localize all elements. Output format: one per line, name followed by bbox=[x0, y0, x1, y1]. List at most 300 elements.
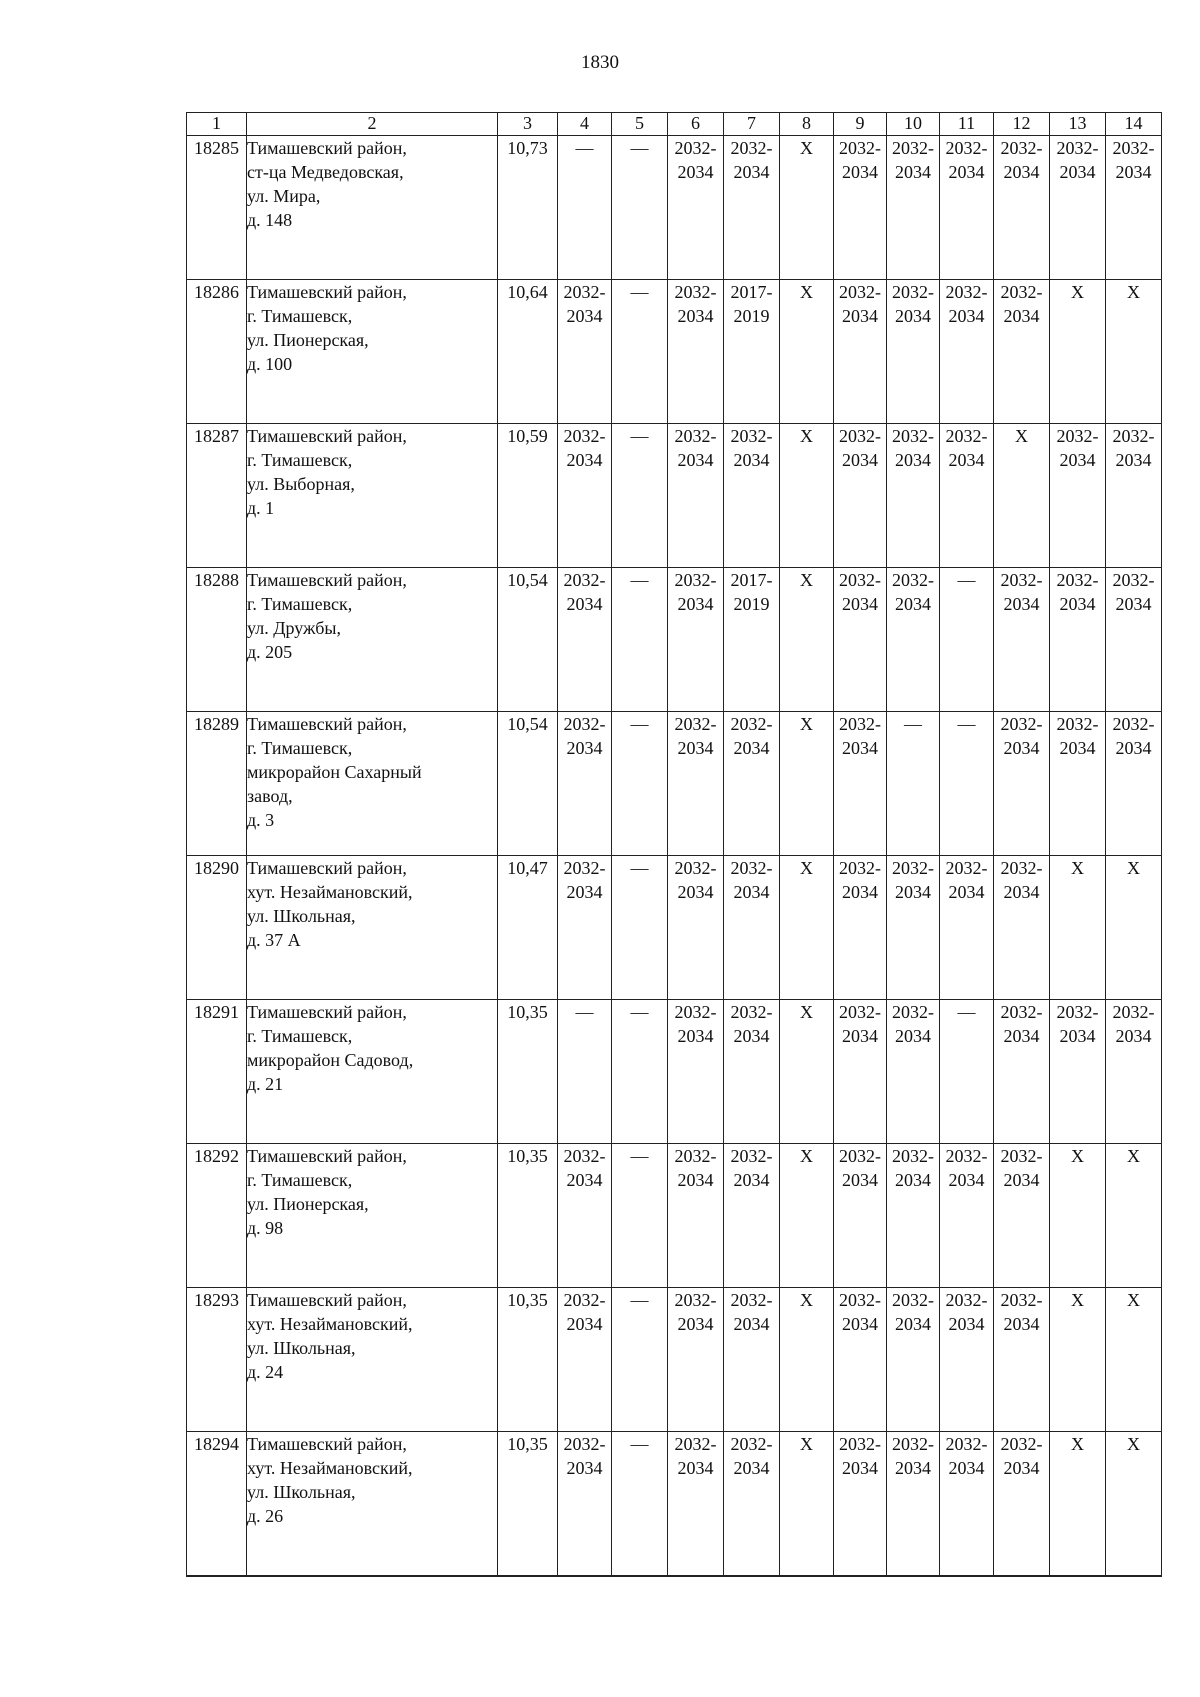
period-cell-col-4 bbox=[558, 1000, 612, 1144]
address-line: д. 205 bbox=[247, 642, 293, 662]
cell-line: 2032- bbox=[674, 138, 717, 158]
period-cell-col-5 bbox=[612, 1144, 668, 1288]
cell-line: — bbox=[957, 570, 976, 590]
period-cell-col-6 bbox=[668, 1144, 724, 1288]
value-cell: 10,54 bbox=[498, 712, 558, 856]
period-cell-col-5 bbox=[612, 1432, 668, 1576]
row-number: 18293 bbox=[187, 1288, 247, 1432]
cell-line: 2032- bbox=[945, 858, 988, 878]
table-row bbox=[187, 1144, 1162, 1288]
cell-line: 2034 bbox=[895, 306, 931, 326]
cell-line: 2032- bbox=[839, 714, 881, 734]
period-cell-col-6 bbox=[668, 712, 724, 856]
cell-line: 2034 bbox=[842, 738, 878, 758]
period-cell-col-13 bbox=[1050, 568, 1106, 712]
cell-line: X bbox=[800, 1002, 813, 1022]
cell-line: X bbox=[1071, 1434, 1084, 1454]
cell-line: — bbox=[630, 1002, 649, 1022]
cell-line: 2032- bbox=[674, 282, 717, 302]
period-cell-col-11 bbox=[940, 568, 994, 712]
cell-line: — bbox=[630, 858, 649, 878]
row-number: 18292 bbox=[187, 1144, 247, 1288]
cell-line: 2034 bbox=[677, 1170, 714, 1190]
cell-line: 2032- bbox=[945, 282, 988, 302]
cell-line: 2032- bbox=[1000, 1290, 1043, 1310]
cell-line: 2034 bbox=[895, 882, 931, 902]
row-number: 18291 bbox=[187, 1000, 247, 1144]
address-line: хут. Незаймановский, bbox=[247, 882, 413, 902]
address-line: ул. Пионерская, bbox=[247, 1194, 369, 1214]
period-cell-col-11 bbox=[940, 1144, 994, 1288]
cell-line: 2034 bbox=[733, 450, 770, 470]
cell-line: 2034 bbox=[842, 450, 878, 470]
address-cell bbox=[247, 1000, 498, 1144]
cell-line: 2034 bbox=[733, 1458, 770, 1478]
cell-line: 2034 bbox=[677, 882, 714, 902]
period-cell-col-14 bbox=[1106, 1432, 1162, 1576]
cell-line: 2034 bbox=[948, 1314, 985, 1334]
address-line: Тимашевский район, bbox=[247, 858, 407, 878]
cell-line: 2034 bbox=[677, 450, 714, 470]
cell-line: 2032- bbox=[730, 1434, 773, 1454]
cell-line: 2034 bbox=[1115, 1026, 1152, 1046]
cell-line: 2034 bbox=[948, 1170, 985, 1190]
period-cell-col-12 bbox=[994, 424, 1050, 568]
cell-line: 2032- bbox=[1056, 1002, 1099, 1022]
period-cell-col-9 bbox=[834, 1432, 887, 1576]
cell-line: 2034 bbox=[677, 594, 714, 614]
value-cell: 10,35 bbox=[498, 1144, 558, 1288]
column-header-14: 14 bbox=[1106, 113, 1162, 136]
cell-line: — bbox=[630, 138, 649, 158]
period-cell-col-6 bbox=[668, 1432, 724, 1576]
cell-line: 2032- bbox=[1000, 1434, 1043, 1454]
period-cell-col-4 bbox=[558, 712, 612, 856]
period-cell-col-10 bbox=[887, 856, 940, 1000]
address-line: ул. Школьная, bbox=[247, 1338, 356, 1358]
period-cell-col-7 bbox=[724, 280, 780, 424]
value-cell: 10,64 bbox=[498, 280, 558, 424]
period-cell-col-13 bbox=[1050, 1288, 1106, 1432]
address-line: д. 3 bbox=[247, 810, 275, 830]
period-cell-col-8 bbox=[780, 1432, 834, 1576]
value-cell: 10,47 bbox=[498, 856, 558, 1000]
cell-line: 2034 bbox=[842, 306, 878, 326]
housing-registry-table bbox=[186, 112, 1162, 1577]
cell-line: 2032- bbox=[945, 138, 988, 158]
cell-line: X bbox=[1071, 282, 1084, 302]
period-cell-col-12 bbox=[994, 856, 1050, 1000]
cell-line: 2032- bbox=[839, 1434, 881, 1454]
table-row bbox=[187, 424, 1162, 568]
cell-line: 2034 bbox=[948, 162, 985, 182]
cell-line: 2032- bbox=[1000, 1002, 1043, 1022]
cell-line: X bbox=[1071, 1146, 1084, 1166]
address-line: д. 98 bbox=[247, 1218, 284, 1238]
cell-line: 2034 bbox=[895, 594, 931, 614]
column-header-2: 2 bbox=[247, 113, 498, 136]
period-cell-col-4 bbox=[558, 424, 612, 568]
period-cell-col-13 bbox=[1050, 280, 1106, 424]
page-number: 1830 bbox=[581, 52, 619, 73]
cell-line: 2032- bbox=[563, 426, 606, 446]
value-cell: 10,73 bbox=[498, 136, 558, 280]
cell-line: 2032- bbox=[674, 570, 717, 590]
period-cell-col-7 bbox=[724, 856, 780, 1000]
period-cell-col-10 bbox=[887, 1288, 940, 1432]
period-cell-col-7 bbox=[724, 568, 780, 712]
address-line: Тимашевский район, bbox=[247, 570, 407, 590]
cell-line: 2034 bbox=[1003, 1458, 1040, 1478]
period-cell-col-7 bbox=[724, 1000, 780, 1144]
cell-line: 2034 bbox=[733, 882, 770, 902]
period-cell-col-5 bbox=[612, 424, 668, 568]
column-header-11: 11 bbox=[940, 113, 994, 136]
column-header-10: 10 bbox=[887, 113, 940, 136]
cell-line: 2034 bbox=[895, 1314, 931, 1334]
address-cell bbox=[247, 856, 498, 1000]
address-line: г. Тимашевск, bbox=[247, 1026, 353, 1046]
row-number: 18289 bbox=[187, 712, 247, 856]
period-cell-col-7 bbox=[724, 424, 780, 568]
table-row bbox=[187, 1432, 1162, 1576]
cell-line: 2032- bbox=[1056, 714, 1099, 734]
address-line: г. Тимашевск, bbox=[247, 306, 353, 326]
table-row bbox=[187, 1000, 1162, 1144]
cell-line: 2034 bbox=[677, 738, 714, 758]
cell-line: 2034 bbox=[1003, 162, 1040, 182]
cell-line: 2032- bbox=[1056, 570, 1099, 590]
cell-line: 2034 bbox=[1003, 1314, 1040, 1334]
cell-line: 2034 bbox=[1003, 882, 1040, 902]
cell-line: 2034 bbox=[566, 594, 603, 614]
cell-line: 2034 bbox=[1059, 162, 1096, 182]
cell-line: 2032- bbox=[563, 570, 606, 590]
address-line: ул. Пионерская, bbox=[247, 330, 369, 350]
cell-line: 2032- bbox=[730, 1002, 773, 1022]
cell-line: 2032- bbox=[730, 138, 773, 158]
period-cell-col-11 bbox=[940, 1288, 994, 1432]
period-cell-col-5 bbox=[612, 1288, 668, 1432]
address-line: Тимашевский район, bbox=[247, 1434, 407, 1454]
cell-line: — bbox=[630, 1290, 649, 1310]
cell-line: — bbox=[630, 1434, 649, 1454]
cell-line: 2032- bbox=[1112, 138, 1155, 158]
period-cell-col-10 bbox=[887, 1144, 940, 1288]
cell-line: 2034 bbox=[842, 1026, 878, 1046]
period-cell-col-12 bbox=[994, 1000, 1050, 1144]
period-cell-col-9 bbox=[834, 424, 887, 568]
period-cell-col-14 bbox=[1106, 136, 1162, 280]
cell-line: 2032- bbox=[1112, 426, 1155, 446]
period-cell-col-7 bbox=[724, 136, 780, 280]
table-row bbox=[187, 280, 1162, 424]
period-cell-col-9 bbox=[834, 1288, 887, 1432]
cell-line: 2032- bbox=[945, 1290, 988, 1310]
cell-line: 2032- bbox=[892, 138, 934, 158]
period-cell-col-13 bbox=[1050, 136, 1106, 280]
cell-line: — bbox=[630, 714, 649, 734]
cell-line: 2034 bbox=[1059, 738, 1096, 758]
cell-line: 2032- bbox=[674, 1434, 717, 1454]
period-cell-col-4 bbox=[558, 136, 612, 280]
address-line: Тимашевский район, bbox=[247, 138, 407, 158]
cell-line: 2032- bbox=[1000, 858, 1043, 878]
cell-line: 2034 bbox=[733, 1026, 770, 1046]
cell-line: 2032- bbox=[945, 426, 988, 446]
cell-line: — bbox=[957, 1002, 976, 1022]
period-cell-col-5 bbox=[612, 136, 668, 280]
cell-line: 2034 bbox=[895, 1458, 931, 1478]
address-line: Тимашевский район, bbox=[247, 1146, 407, 1166]
address-line: г. Тимашевск, bbox=[247, 450, 353, 470]
period-cell-col-11 bbox=[940, 712, 994, 856]
address-line: ул. Выборная, bbox=[247, 474, 355, 494]
row-number: 18285 bbox=[187, 136, 247, 280]
address-cell bbox=[247, 1288, 498, 1432]
cell-line: 2032- bbox=[839, 1146, 881, 1166]
cell-line: 2034 bbox=[1115, 738, 1152, 758]
cell-line: 2034 bbox=[1003, 738, 1040, 758]
cell-line: X bbox=[800, 1290, 813, 1310]
address-line: Тимашевский район, bbox=[247, 714, 407, 734]
address-line: д. 148 bbox=[247, 210, 293, 230]
row-number: 18286 bbox=[187, 280, 247, 424]
cell-line: 2032- bbox=[1000, 282, 1043, 302]
column-header-12: 12 bbox=[994, 113, 1050, 136]
period-cell-col-10 bbox=[887, 1432, 940, 1576]
cell-line: 2034 bbox=[948, 450, 985, 470]
row-number: 18288 bbox=[187, 568, 247, 712]
cell-line: X bbox=[800, 282, 813, 302]
table-body bbox=[187, 136, 1162, 1576]
cell-line: 2032- bbox=[563, 282, 606, 302]
cell-line: 2032- bbox=[674, 1146, 717, 1166]
address-cell bbox=[247, 280, 498, 424]
table-row bbox=[187, 712, 1162, 856]
period-cell-col-9 bbox=[834, 136, 887, 280]
period-cell-col-12 bbox=[994, 280, 1050, 424]
period-cell-col-8 bbox=[780, 1000, 834, 1144]
cell-line: X bbox=[1127, 1290, 1140, 1310]
table-row bbox=[187, 1288, 1162, 1432]
address-cell bbox=[247, 136, 498, 280]
column-header-13: 13 bbox=[1050, 113, 1106, 136]
period-cell-col-7 bbox=[724, 712, 780, 856]
cell-line: X bbox=[800, 426, 813, 446]
address-line: д. 37 А bbox=[247, 930, 301, 950]
period-cell-col-14 bbox=[1106, 280, 1162, 424]
column-header-1: 1 bbox=[187, 113, 247, 136]
column-header-3: 3 bbox=[498, 113, 558, 136]
cell-line: 2034 bbox=[566, 738, 603, 758]
cell-line: 2032- bbox=[563, 1146, 606, 1166]
period-cell-col-12 bbox=[994, 1144, 1050, 1288]
cell-line: X bbox=[1071, 1290, 1084, 1310]
period-cell-col-6 bbox=[668, 856, 724, 1000]
cell-line: — bbox=[575, 138, 594, 158]
cell-line: X bbox=[800, 138, 813, 158]
period-cell-col-8 bbox=[780, 712, 834, 856]
cell-line: 2034 bbox=[842, 162, 878, 182]
column-header-4: 4 bbox=[558, 113, 612, 136]
cell-line: 2017- bbox=[730, 570, 773, 590]
cell-line: 2034 bbox=[677, 1314, 714, 1334]
address-cell bbox=[247, 1432, 498, 1576]
period-cell-col-9 bbox=[834, 856, 887, 1000]
period-cell-col-12 bbox=[994, 568, 1050, 712]
period-cell-col-11 bbox=[940, 280, 994, 424]
period-cell-col-10 bbox=[887, 280, 940, 424]
table-row bbox=[187, 136, 1162, 280]
address-line: ул. Дружбы, bbox=[247, 618, 341, 638]
period-cell-col-8 bbox=[780, 856, 834, 1000]
cell-line: — bbox=[630, 1146, 649, 1166]
period-cell-col-12 bbox=[994, 1288, 1050, 1432]
period-cell-col-9 bbox=[834, 712, 887, 856]
cell-line: 2032- bbox=[674, 1290, 717, 1310]
cell-line: 2032- bbox=[563, 714, 606, 734]
cell-line: X bbox=[800, 858, 813, 878]
period-cell-col-14 bbox=[1106, 568, 1162, 712]
cell-line: 2032- bbox=[839, 858, 881, 878]
period-cell-col-14 bbox=[1106, 712, 1162, 856]
cell-line: 2034 bbox=[677, 162, 714, 182]
cell-line: 2034 bbox=[842, 882, 878, 902]
cell-line: 2034 bbox=[895, 1026, 931, 1046]
address-line: д. 24 bbox=[247, 1362, 284, 1382]
cell-line: 2032- bbox=[945, 1146, 988, 1166]
value-cell: 10,35 bbox=[498, 1288, 558, 1432]
cell-line: 2034 bbox=[677, 1026, 714, 1046]
cell-line: 2032- bbox=[1112, 714, 1155, 734]
period-cell-col-6 bbox=[668, 1000, 724, 1144]
period-cell-col-5 bbox=[612, 712, 668, 856]
period-cell-col-8 bbox=[780, 1144, 834, 1288]
period-cell-col-6 bbox=[668, 136, 724, 280]
cell-line: X bbox=[1127, 1434, 1140, 1454]
cell-line: 2032- bbox=[1056, 138, 1099, 158]
period-cell-col-12 bbox=[994, 1432, 1050, 1576]
cell-line: — bbox=[630, 426, 649, 446]
address-line: д. 26 bbox=[247, 1506, 284, 1526]
value-cell: 10,35 bbox=[498, 1432, 558, 1576]
cell-line: 2034 bbox=[566, 882, 603, 902]
cell-line: 2034 bbox=[1003, 594, 1040, 614]
period-cell-col-8 bbox=[780, 136, 834, 280]
address-line: г. Тимашевск, bbox=[247, 738, 353, 758]
cell-line: 2034 bbox=[1059, 594, 1096, 614]
address-line: д. 21 bbox=[247, 1074, 284, 1094]
period-cell-col-8 bbox=[780, 424, 834, 568]
address-line: Тимашевский район, bbox=[247, 1002, 407, 1022]
cell-line: 2032- bbox=[674, 714, 717, 734]
cell-line: X bbox=[1015, 426, 1028, 446]
period-cell-col-11 bbox=[940, 1432, 994, 1576]
period-cell-col-10 bbox=[887, 1000, 940, 1144]
cell-line: 2034 bbox=[842, 1170, 878, 1190]
period-cell-col-8 bbox=[780, 1288, 834, 1432]
period-cell-col-9 bbox=[834, 280, 887, 424]
cell-line: 2034 bbox=[1059, 450, 1096, 470]
cell-line: 2032- bbox=[1000, 138, 1043, 158]
value-cell: 10,54 bbox=[498, 568, 558, 712]
period-cell-col-7 bbox=[724, 1432, 780, 1576]
address-line: ул. Мира, bbox=[247, 186, 321, 206]
address-line: Тимашевский район, bbox=[247, 426, 407, 446]
period-cell-col-9 bbox=[834, 568, 887, 712]
column-header-7: 7 bbox=[724, 113, 780, 136]
address-line: Тимашевский район, bbox=[247, 1290, 407, 1310]
period-cell-col-9 bbox=[834, 1144, 887, 1288]
cell-line: 2034 bbox=[842, 1458, 878, 1478]
period-cell-col-4 bbox=[558, 280, 612, 424]
cell-line: — bbox=[630, 282, 649, 302]
period-cell-col-11 bbox=[940, 424, 994, 568]
cell-line: 2019 bbox=[733, 306, 770, 326]
cell-line: 2032- bbox=[892, 1146, 934, 1166]
cell-line: X bbox=[1127, 1146, 1140, 1166]
cell-line: 2034 bbox=[895, 450, 931, 470]
address-line: хут. Незаймановский, bbox=[247, 1314, 413, 1334]
period-cell-col-4 bbox=[558, 568, 612, 712]
address-cell bbox=[247, 568, 498, 712]
header-row bbox=[187, 113, 1162, 136]
cell-line: 2034 bbox=[677, 306, 714, 326]
period-cell-col-8 bbox=[780, 280, 834, 424]
cell-line: 2034 bbox=[677, 1458, 714, 1478]
cell-line: 2034 bbox=[566, 306, 603, 326]
cell-line: 2034 bbox=[733, 1314, 770, 1334]
period-cell-col-14 bbox=[1106, 424, 1162, 568]
address-cell bbox=[247, 424, 498, 568]
period-cell-col-5 bbox=[612, 280, 668, 424]
cell-line: 2032- bbox=[730, 1290, 773, 1310]
period-cell-col-13 bbox=[1050, 856, 1106, 1000]
cell-line: 2032- bbox=[892, 1002, 934, 1022]
cell-line: 2034 bbox=[733, 1170, 770, 1190]
period-cell-col-14 bbox=[1106, 1000, 1162, 1144]
address-line: д. 100 bbox=[247, 354, 293, 374]
period-cell-col-14 bbox=[1106, 856, 1162, 1000]
period-cell-col-5 bbox=[612, 856, 668, 1000]
period-cell-col-4 bbox=[558, 856, 612, 1000]
period-cell-col-10 bbox=[887, 568, 940, 712]
row-number: 18287 bbox=[187, 424, 247, 568]
cell-line: 2034 bbox=[566, 450, 603, 470]
cell-line: 2034 bbox=[842, 1314, 878, 1334]
period-cell-col-9 bbox=[834, 1000, 887, 1144]
period-cell-col-12 bbox=[994, 136, 1050, 280]
cell-line: 2032- bbox=[674, 858, 717, 878]
cell-line: 2019 bbox=[733, 594, 770, 614]
address-cell bbox=[247, 1144, 498, 1288]
period-cell-col-13 bbox=[1050, 712, 1106, 856]
period-cell-col-11 bbox=[940, 856, 994, 1000]
cell-line: 2032- bbox=[1000, 714, 1043, 734]
cell-line: 2032- bbox=[839, 570, 881, 590]
cell-line: 2032- bbox=[839, 426, 881, 446]
address-line: хут. Незаймановский, bbox=[247, 1458, 413, 1478]
cell-line: 2034 bbox=[948, 1458, 985, 1478]
cell-line: 2032- bbox=[1000, 570, 1043, 590]
cell-line: 2034 bbox=[1003, 306, 1040, 326]
period-cell-col-11 bbox=[940, 136, 994, 280]
cell-line: 2032- bbox=[892, 1434, 934, 1454]
period-cell-col-14 bbox=[1106, 1144, 1162, 1288]
row-number: 18290 bbox=[187, 856, 247, 1000]
address-line: г. Тимашевск, bbox=[247, 1170, 353, 1190]
